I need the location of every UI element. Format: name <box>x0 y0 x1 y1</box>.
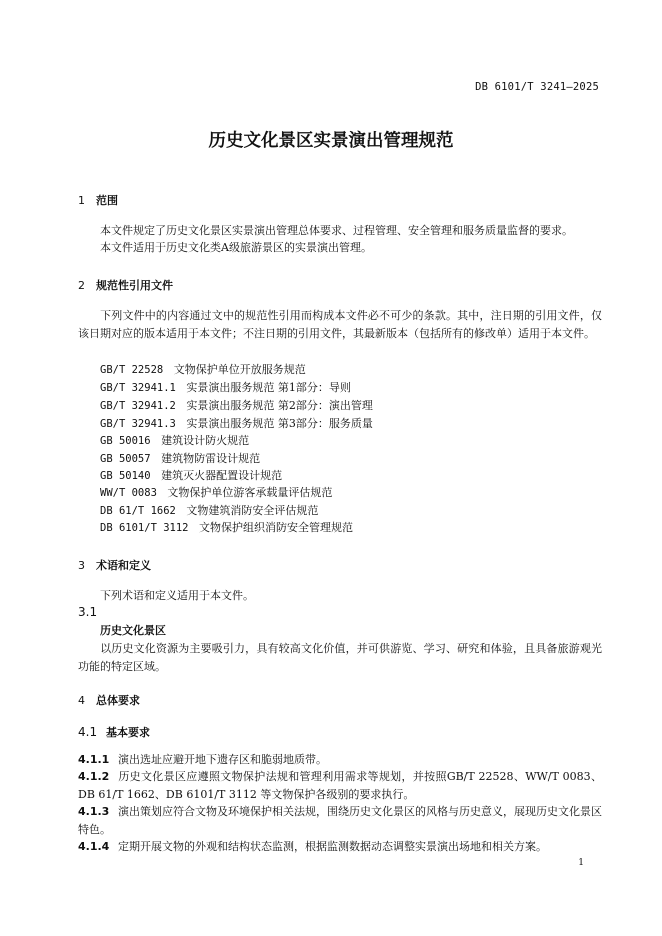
clause-number: 4.1.3 <box>78 805 110 818</box>
reference-item: GB 50057 建筑物防雷设计规范 <box>100 452 261 465</box>
section-title: 总体要求 <box>96 694 140 707</box>
reference-item: GB 50140 建筑灭火器配置设计规范 <box>100 469 283 482</box>
section-3-heading <box>78 557 151 573</box>
section-1-paragraph-2 <box>78 239 602 257</box>
reference-item: GB/T 22528 文物保护单位开放服务规范 <box>100 363 306 376</box>
subsection-title: 基本要求 <box>106 726 150 739</box>
standard-code: DB 6101/T 3241—2025 <box>475 81 599 93</box>
reference-item: WW/T 0083 文物保护单位游客承载量评估规范 <box>100 486 333 499</box>
paragraph-text: 下列术语和定义适用于本文件。 <box>100 589 254 602</box>
clause <box>78 768 602 803</box>
section-number: 2 <box>78 279 85 292</box>
document-title: 历史文化景区实景演出管理规范 <box>208 131 454 151</box>
term-number: 3.1 <box>78 605 98 619</box>
reference-item: GB/T 32941.2 实景演出服务规范 第2部分：演出管理 <box>100 399 373 412</box>
section-number: 4 <box>78 694 85 707</box>
paragraph-text: 本文件适用于历史文化类A级旅游景区的实景演出管理。 <box>100 241 372 254</box>
clause <box>78 803 602 838</box>
term-definition <box>78 640 602 675</box>
clause-number: 4.1.4 <box>78 840 110 853</box>
reference-item: GB 50016 建筑设计防火规范 <box>100 434 250 447</box>
section-title: 范围 <box>96 194 118 207</box>
section-1-heading <box>78 192 118 208</box>
subsection-heading <box>78 724 150 740</box>
subsection-number: 4.1 <box>78 725 98 739</box>
clause-text: 演出策划应符合文物及环境保护相关法规，围绕历史文化景区的风格与历史意义，展现历史文化景区特色。 <box>78 805 602 836</box>
reference-item: DB 6101/T 3112 文物保护组织消防安全管理规范 <box>100 521 354 534</box>
section-2-heading <box>78 277 173 293</box>
reference-item: DB 61/T 1662 文物建筑消防安全评估规范 <box>100 504 319 517</box>
clause-number: 4.1.2 <box>78 770 110 783</box>
paragraph-text: 本文件规定了历史文化景区实景演出管理总体要求、过程管理、安全管理和服务质量监督的要求。 <box>100 224 573 237</box>
clause-number: 4.1.1 <box>78 753 110 766</box>
clause-text: 定期开展文物的外观和结构状态监测，根据监测数据动态调整实景演出场地和相关方案。 <box>118 840 547 853</box>
term-name: 历史文化景区 <box>100 624 166 637</box>
section-4-heading <box>78 692 140 708</box>
section-title: 术语和定义 <box>96 559 151 572</box>
section-2-intro <box>78 307 602 342</box>
page-number: 1 <box>578 858 584 868</box>
paragraph-text: 下列文件中的内容通过文中的规范性引用而构成本文件必不可少的条款。其中，注日期的引用文件，仅该日期对应的版本适用于本文件；不注日期的引用文件，其最新版本（包括所有的修改单）适用于本文件。 <box>78 309 602 340</box>
reference-item: GB/T 32941.3 实景演出服务规范 第3部分：服务质量 <box>100 417 373 430</box>
section-title: 规范性引用文件 <box>96 279 173 292</box>
clause-text: 历史文化景区应遵照文物保护法规和管理利用需求等规划，并按照GB/T 22528、WW/T 0083、DB 61/T 1662、DB 6101/T 3112 等文物保护各级别的要求执行。 <box>78 770 602 801</box>
section-number: 3 <box>78 559 85 572</box>
clause-text: 演出选址应避开地下遗存区和脆弱地质带。 <box>118 753 327 766</box>
paragraph-text: 以历史文化资源为主要吸引力，具有较高文化价值，并可供游览、学习、研究和体验，且具备旅游观光功能的特定区域。 <box>78 642 602 673</box>
reference-item: GB/T 32941.1 实景演出服务规范 第1部分：导则 <box>100 381 351 394</box>
clause <box>78 838 602 856</box>
section-1-paragraph-1 <box>78 222 602 240</box>
section-number: 1 <box>78 194 85 207</box>
clause <box>78 751 602 769</box>
section-3-intro <box>78 587 602 605</box>
